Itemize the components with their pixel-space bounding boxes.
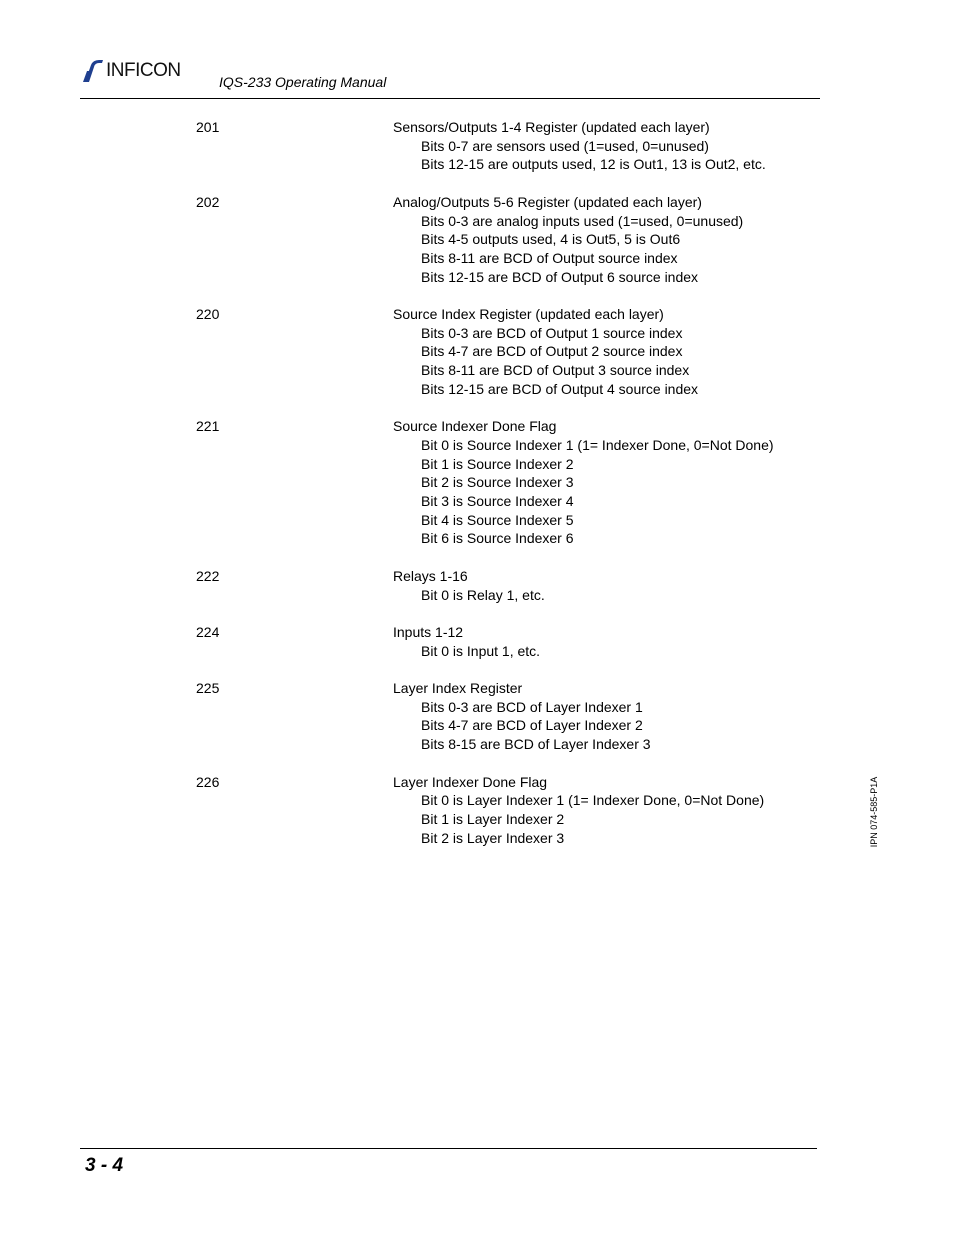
register-entry [0,417,954,548]
register-title: Sensors/Outputs 1-4 Register (updated each layer) [393,119,710,135]
manual-title: IQS-233 Operating Manual [219,74,387,90]
register-number: 221 [196,418,220,435]
register-bit-description: Bits 4-7 are BCD of Output 2 source index [421,343,683,360]
register-bit-description: Bits 0-3 are BCD of Layer Indexer 1 [421,698,643,715]
register-bit-description: Bits 8-11 are BCD of Output source index [421,249,678,266]
register-bit-description: Bit 0 is Source Indexer 1 (1= Indexer Done, 0=Not Done) [421,436,774,453]
register-entry [0,679,954,754]
register-title: Analog/Outputs 5-6 Register (updated each layer) [393,193,702,210]
register-bit-description: Bits 0-3 are BCD of Output 1 source index [421,324,683,341]
register-number: 226 [196,773,220,790]
register-entry [0,623,954,660]
register-description [393,679,954,754]
register-bit-description: Bit 1 is Layer Indexer 2 [421,810,565,827]
register-bit-description: Bit 0 is Relay 1, etc. [421,586,545,603]
page-number: 3 - 4 [85,1155,124,1176]
register-bit-description: Bit 2 is Source Indexer 3 [421,474,574,491]
register-entry [0,118,954,174]
register-number: 220 [196,306,220,322]
register-description [393,305,954,399]
register-title: Inputs 1-12 [393,623,464,640]
register-description [393,567,954,604]
register-bit-description: Bits 12-15 are BCD of Output 4 source index [421,380,699,397]
register-bit-description: Bits 0-7 are sensors used (1=used, 0=unused) [421,137,709,154]
register-bit-description: Bit 4 is Source Indexer 5 [421,511,574,528]
register-number: 202 [196,193,220,210]
register-bit-description: Bit 1 is Source Indexer 2 [421,455,574,472]
register-entry [0,567,954,604]
register-bit-description: Bit 2 is Layer Indexer 3 [421,829,565,846]
register-bit-description: Bit 3 is Source Indexer 4 [421,493,574,510]
register-description [393,118,954,174]
register-title: Relays 1-16 [393,567,468,584]
register-description [393,623,954,660]
register-number: 225 [196,680,220,696]
header-rule [80,98,820,99]
register-description [393,193,954,287]
register-number: 222 [196,567,220,584]
register-list [0,118,954,866]
footer-rule [80,1148,817,1149]
register-title: Layer Index Register [393,680,523,696]
register-bit-description: Bits 8-11 are BCD of Output 3 source index [421,362,690,379]
register-bit-description: Bit 0 is Layer Indexer 1 (1= Indexer Done, 0=Not Done) [421,792,765,809]
register-entry [0,305,954,399]
register-title: Source Index Register (updated each layer) [393,306,664,322]
register-description [393,417,954,548]
register-bit-description: Bit 6 is Source Indexer 6 [421,530,574,547]
register-title: Source Indexer Done Flag [393,418,557,435]
register-number: 224 [196,623,220,640]
register-entry [0,773,954,848]
register-bit-description: Bits 4-5 outputs used, 4 is Out5, 5 is Out6 [421,231,681,248]
register-entry [0,193,954,287]
register-bit-description: Bits 8-15 are BCD of Layer Indexer 3 [421,736,651,753]
brand-name: INFICON [106,60,181,81]
register-number: 201 [196,119,220,135]
inficon-logo [82,58,181,84]
register-bit-description: Bits 12-15 are BCD of Output 6 source index [421,268,699,285]
ipn-label: IPN 074-585-P1A [869,776,879,848]
register-bit-description: Bit 0 is Input 1, etc. [421,642,541,659]
register-bit-description: Bits 12-15 are outputs used, 12 is Out1, 13 is Out2, etc. [421,156,766,173]
inficon-logo-icon [82,59,104,83]
register-bit-description: Bits 0-3 are analog inputs used (1=used, 0=unused) [421,212,744,229]
register-title: Layer Indexer Done Flag [393,773,548,790]
register-bit-description: Bits 4-7 are BCD of Layer Indexer 2 [421,717,643,734]
